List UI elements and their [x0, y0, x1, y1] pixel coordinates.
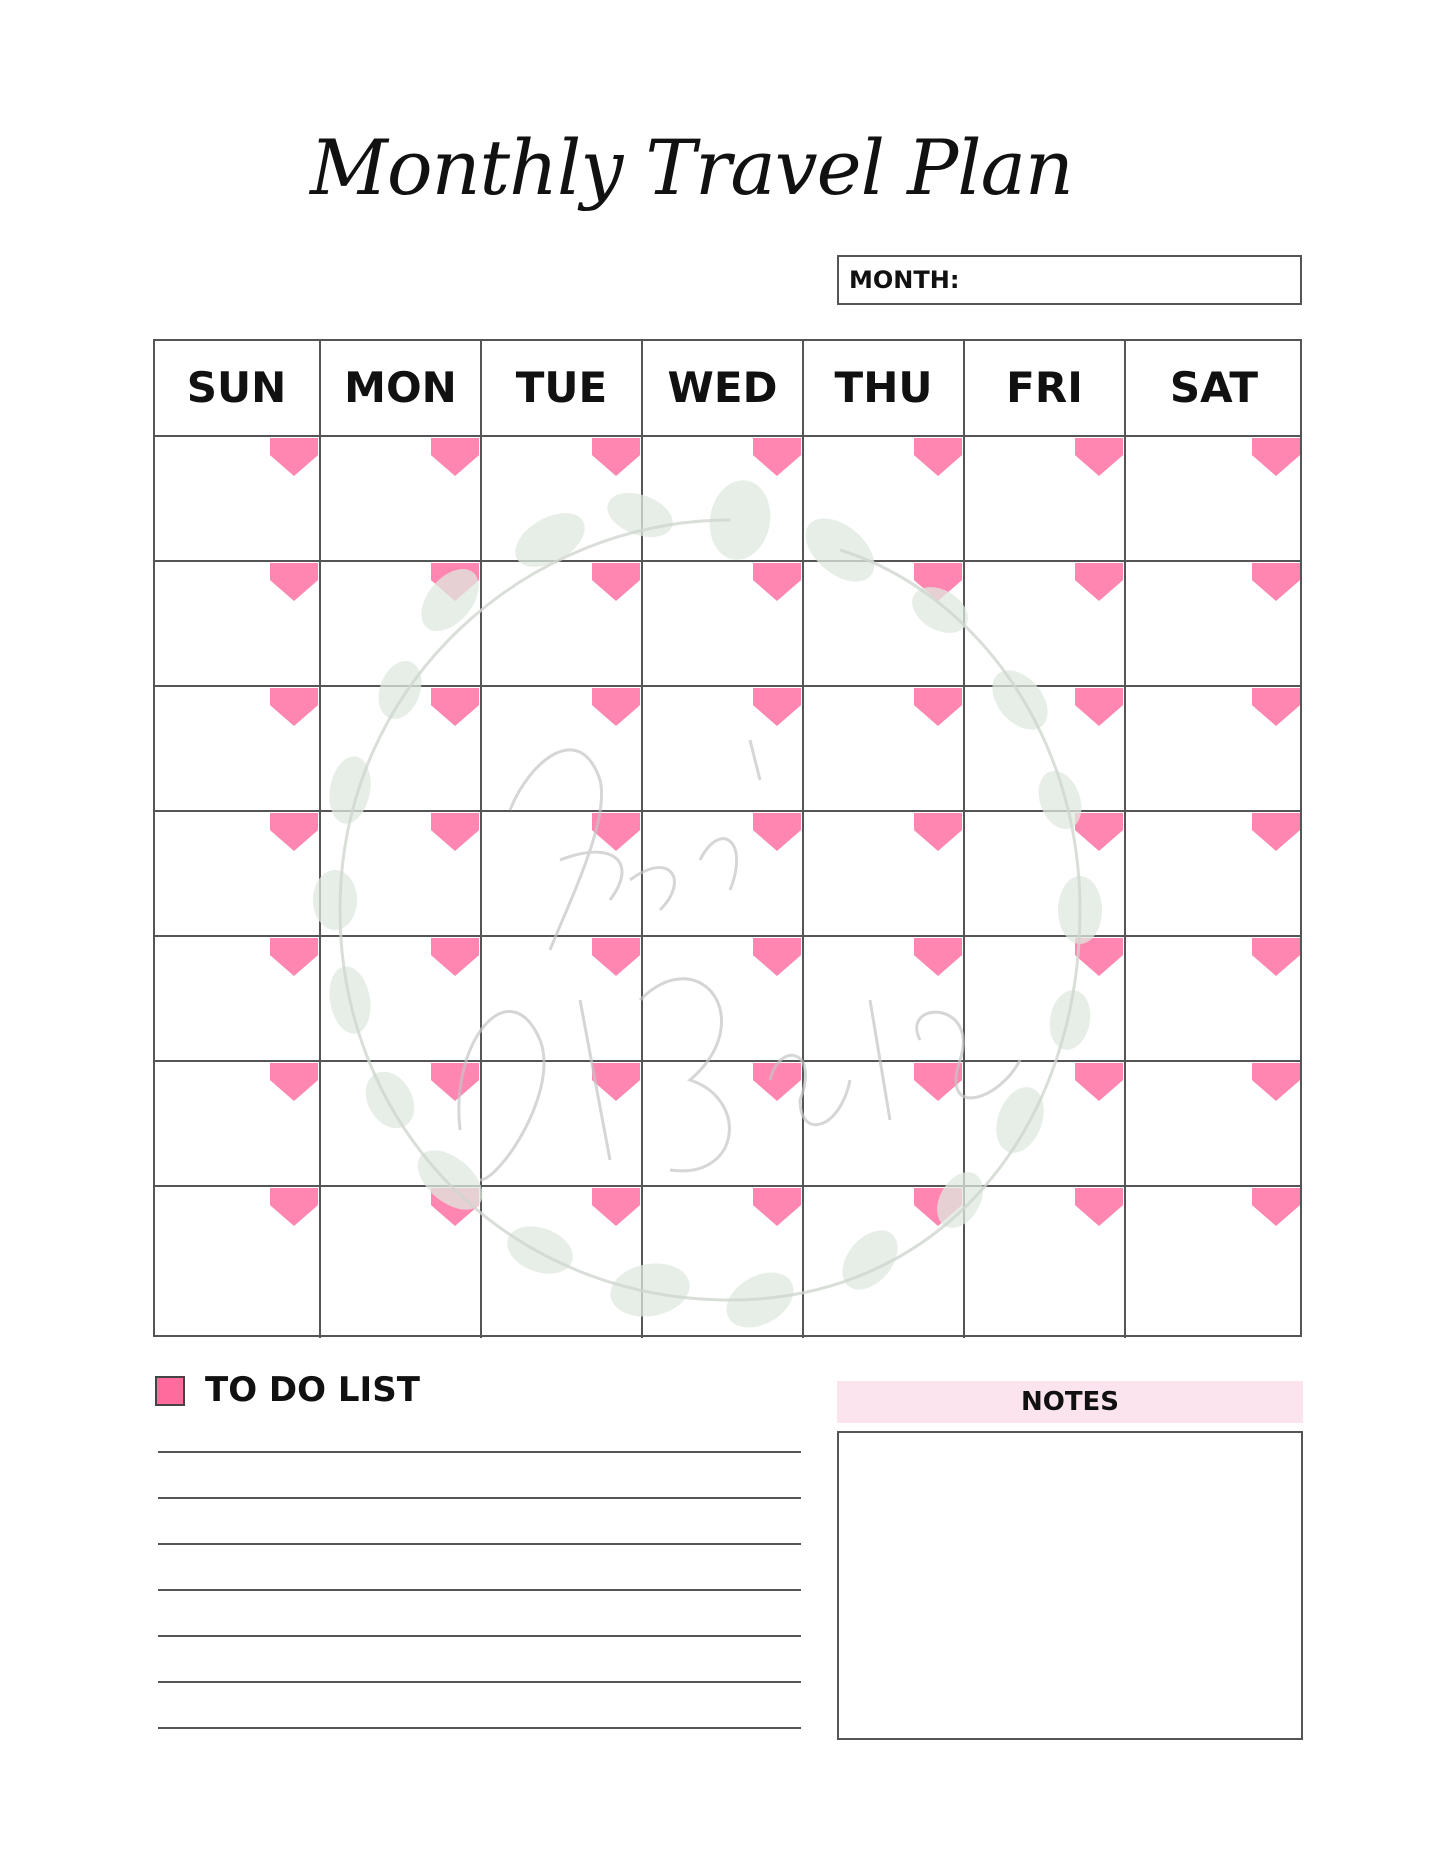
- day-header-mon: MON: [344, 363, 457, 412]
- day-header-tue: TUE: [515, 363, 608, 412]
- notes-header: NOTES: [837, 1381, 1303, 1423]
- calendar-svg: [153, 339, 1303, 1338]
- todo-title: TO DO LIST: [205, 1370, 420, 1410]
- day-header-fri: FRI: [1006, 363, 1083, 412]
- notes-box[interactable]: [837, 1431, 1303, 1740]
- month-field[interactable]: [837, 255, 1302, 305]
- day-header-sat: SAT: [1169, 363, 1259, 412]
- day-header-wed: WED: [667, 363, 778, 412]
- todo-line[interactable]: [158, 1589, 801, 1591]
- month-label: MONTH:: [849, 266, 960, 294]
- todo-line[interactable]: [158, 1681, 801, 1683]
- todo-line[interactable]: [158, 1451, 801, 1453]
- todo-line[interactable]: [158, 1727, 801, 1729]
- calendar-grid: [153, 339, 1303, 1338]
- todo-checkbox-icon: [155, 1376, 185, 1406]
- todo-line[interactable]: [158, 1543, 801, 1545]
- todo-line[interactable]: [158, 1497, 801, 1499]
- day-header-thu: THU: [834, 363, 933, 412]
- page-title: Monthly Travel Plan: [310, 123, 1073, 212]
- day-header-sun: SUN: [186, 363, 287, 412]
- todo-line[interactable]: [158, 1635, 801, 1637]
